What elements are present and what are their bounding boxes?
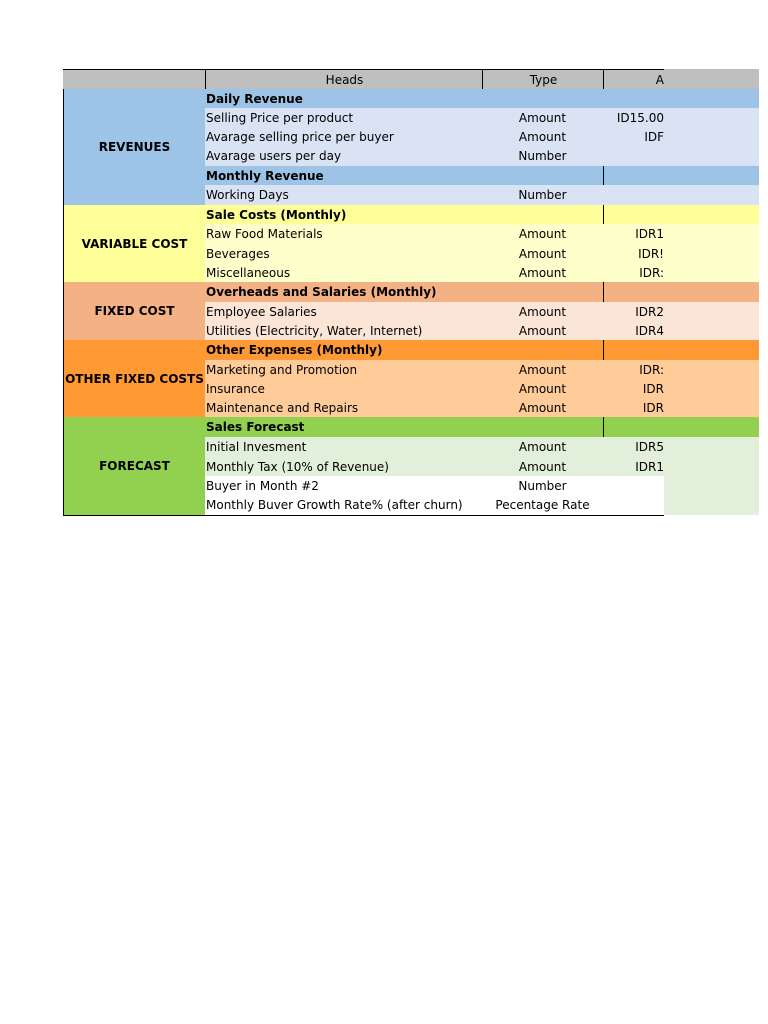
row-marketing-amount[interactable]: IDR: xyxy=(603,360,664,380)
row-buyer-month-2-amount[interactable] xyxy=(603,476,664,496)
section-daily-revenue-fill xyxy=(482,89,604,109)
section-monthly-revenue-fill xyxy=(603,166,759,185)
section-sales-forecast-fill xyxy=(603,417,759,437)
row-marketing-type[interactable]: Amount xyxy=(482,360,604,380)
row-fill xyxy=(664,495,759,515)
section-sales-forecast: Sales Forecast xyxy=(205,417,604,438)
header-heads: Heads xyxy=(205,69,483,90)
row-fill xyxy=(664,146,759,166)
row-selling-price-amount[interactable]: ID15.00 xyxy=(603,108,664,128)
row-buyer-month-2-type[interactable]: Number xyxy=(482,476,604,496)
row-utilities-type[interactable]: Amount xyxy=(482,321,604,341)
row-fill xyxy=(664,360,759,379)
row-buyer-growth-rate[interactable]: Monthly Buver Growth Rate% (after churn) xyxy=(205,495,483,516)
header-type: Type xyxy=(482,69,604,90)
row-maintenance[interactable]: Maintenance and Repairs xyxy=(205,398,483,418)
header-fill-overflow xyxy=(664,69,759,89)
row-utilities[interactable]: Utilities (Electricity, Water, Internet) xyxy=(205,321,483,341)
row-employee-salaries[interactable]: Employee Salaries xyxy=(205,302,483,322)
row-fill xyxy=(664,263,759,282)
row-miscellaneous[interactable]: Miscellaneous xyxy=(205,263,483,283)
row-selling-price-type[interactable]: Amount xyxy=(482,108,604,128)
row-working-days-type[interactable]: Number xyxy=(482,185,604,206)
row-working-days-amount[interactable] xyxy=(603,185,664,206)
row-fill xyxy=(664,108,759,127)
section-overheads: Overheads and Salaries (Monthly) xyxy=(205,282,604,303)
section-daily-revenue-fill-right xyxy=(603,89,759,108)
category-variable-cost: VARIABLE COST xyxy=(63,205,206,283)
row-initial-investment[interactable]: Initial Invesment xyxy=(205,437,483,458)
row-fill xyxy=(664,379,759,398)
section-monthly-revenue: Monthly Revenue xyxy=(205,166,604,186)
row-fill xyxy=(664,244,759,263)
row-initial-investment-type[interactable]: Amount xyxy=(482,437,604,458)
category-revenues: REVENUES xyxy=(63,89,206,206)
row-insurance-type[interactable]: Amount xyxy=(482,379,604,399)
row-fill xyxy=(664,127,759,146)
row-buyer-month-2[interactable]: Buyer in Month #2 xyxy=(205,476,483,496)
row-avg-selling-price-type[interactable]: Amount xyxy=(482,127,604,147)
row-utilities-amount[interactable]: IDR4 xyxy=(603,321,664,341)
row-working-days[interactable]: Working Days xyxy=(205,185,483,206)
row-maintenance-amount[interactable]: IDR xyxy=(603,398,664,418)
row-beverages-type[interactable]: Amount xyxy=(482,244,604,264)
row-insurance[interactable]: Insurance xyxy=(205,379,483,399)
row-fill xyxy=(664,224,759,244)
row-fill xyxy=(664,185,759,205)
row-fill xyxy=(664,476,759,495)
row-raw-food-type[interactable]: Amount xyxy=(482,224,604,245)
row-maintenance-type[interactable]: Amount xyxy=(482,398,604,418)
section-overheads-fill xyxy=(603,282,759,302)
section-other-expenses: Other Expenses (Monthly) xyxy=(205,340,604,361)
row-avg-users-type[interactable]: Number xyxy=(482,146,604,167)
category-other-fixed-costs: OTHER FIXED COSTS xyxy=(63,340,206,418)
row-miscellaneous-amount[interactable]: IDR: xyxy=(603,263,664,283)
row-avg-selling-price-amount[interactable]: IDF xyxy=(603,127,664,147)
row-raw-food-amount[interactable]: IDR1 xyxy=(603,224,664,245)
row-avg-selling-price[interactable]: Avarage selling price per buyer xyxy=(205,127,483,147)
row-fill xyxy=(664,398,759,417)
row-selling-price[interactable]: Selling Price per product xyxy=(205,108,483,128)
category-forecast: FORECAST xyxy=(63,417,206,516)
row-monthly-tax[interactable]: Monthly Tax (10% of Revenue) xyxy=(205,457,483,477)
row-fill xyxy=(664,321,759,340)
category-fixed-cost: FIXED COST xyxy=(63,282,206,341)
row-fill xyxy=(664,457,759,476)
row-monthly-tax-type[interactable]: Amount xyxy=(482,457,604,477)
section-sale-costs: Sale Costs (Monthly) xyxy=(205,205,604,225)
section-sale-costs-fill xyxy=(603,205,759,224)
row-beverages[interactable]: Beverages xyxy=(205,244,483,264)
row-fill xyxy=(664,437,759,457)
row-initial-investment-amount[interactable]: IDR5 xyxy=(603,437,664,458)
header-amount: A xyxy=(603,69,664,90)
row-buyer-growth-rate-type[interactable]: Pecentage Rate xyxy=(482,495,604,516)
row-raw-food[interactable]: Raw Food Materials xyxy=(205,224,483,245)
section-other-expenses-fill xyxy=(603,340,759,360)
row-fill xyxy=(664,302,759,321)
row-avg-users[interactable]: Avarage users per day xyxy=(205,146,483,167)
row-beverages-amount[interactable]: IDR! xyxy=(603,244,664,264)
row-miscellaneous-type[interactable]: Amount xyxy=(482,263,604,283)
row-avg-users-amount[interactable] xyxy=(603,146,664,167)
row-monthly-tax-amount[interactable]: IDR1 xyxy=(603,457,664,477)
row-buyer-growth-rate-amount[interactable] xyxy=(603,495,664,516)
row-employee-salaries-amount[interactable]: IDR2 xyxy=(603,302,664,322)
row-employee-salaries-type[interactable]: Amount xyxy=(482,302,604,322)
section-daily-revenue: Daily Revenue xyxy=(205,89,483,109)
header-corner xyxy=(63,69,206,90)
row-marketing[interactable]: Marketing and Promotion xyxy=(205,360,483,380)
row-insurance-amount[interactable]: IDR xyxy=(603,379,664,399)
